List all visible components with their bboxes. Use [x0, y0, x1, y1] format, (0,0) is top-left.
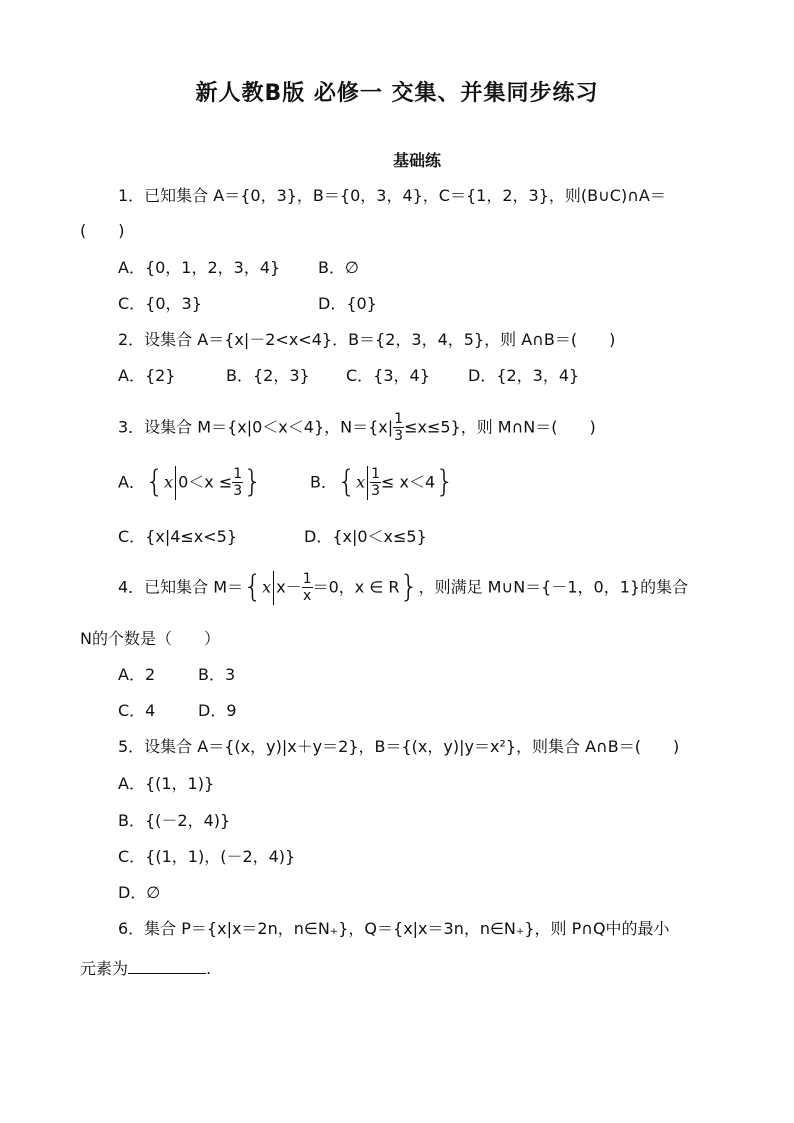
question-2-option-b: B．{2，3} — [226, 366, 310, 385]
set-condition: 0＜x ≤ — [178, 472, 233, 492]
question-1-option-d: D．{0} — [318, 294, 377, 313]
question-5-option-d: D．∅ — [118, 883, 161, 902]
fraction-denominator: 3 — [394, 428, 404, 444]
question-4-option-b: B．3 — [198, 665, 236, 684]
question-3-fraction — [393, 411, 404, 444]
question-4-option-a: A．2 — [118, 665, 156, 684]
question-3-option-b — [310, 462, 454, 503]
page-title: 新人教B版 必修一 交集、并集同步练习 — [195, 81, 599, 106]
fraction-denominator: x — [303, 588, 312, 604]
set-variable: x — [164, 472, 174, 492]
right-brace: } — [435, 464, 455, 500]
question-6-line2-post: . — [206, 959, 212, 978]
answer-blank[interactable] — [128, 957, 206, 974]
left-brace: { — [144, 464, 165, 500]
question-1-option-c: C．{0，3} — [118, 294, 202, 313]
fraction-denominator: 3 — [233, 483, 243, 499]
fraction-numerator: 1 — [371, 466, 381, 482]
question-4-fraction — [302, 571, 313, 604]
question-4-option-d: D．9 — [198, 701, 237, 720]
fraction-numerator: 1 — [394, 411, 404, 427]
option-a-fraction — [232, 466, 243, 499]
option-b-label: B． — [310, 472, 337, 492]
question-5-option-a: A．{(1，1)} — [118, 774, 215, 793]
left-brace: { — [336, 464, 357, 500]
question-1-stem: 1．已知集合 A＝{0，3}，B＝{0，3，4}，C＝{1，2，3}，则(B∪C)∩A＝ — [118, 186, 666, 205]
question-2-option-d: D．{2，3，4} — [468, 366, 580, 385]
set-expression: x－ — [276, 577, 302, 597]
question-2-option-c: C．{3，4} — [346, 366, 430, 385]
question-6-line2-pre: 元素为 — [80, 959, 129, 978]
question-3-option-d: D．{x|0＜x≤5} — [304, 527, 427, 546]
question-4-option-c: C．4 — [118, 701, 156, 720]
set-bar — [175, 466, 176, 500]
question-3-stem-pre: 3．设集合 M＝{x|0＜x＜4}，N＝{x| — [118, 417, 394, 437]
question-5-stem: 5．设集合 A＝{(x，y)|x＋y＝2}，B＝{(x，y)|y＝x²}，则集合 A∩B＝( ) — [118, 737, 680, 756]
question-3-stem-post: ≤x≤5}，则 M∩N＝( ) — [404, 417, 596, 437]
question-4-stem-pre: 4．已知集合 M＝ — [118, 577, 244, 597]
right-brace: } — [243, 464, 263, 500]
question-5-option-c: C．{(1，1)，(－2，4)} — [118, 847, 296, 866]
set-bar — [367, 466, 368, 500]
question-6-stem-line2 — [80, 957, 211, 979]
question-1-option-b: B．∅ — [318, 258, 359, 277]
question-3-stem — [118, 409, 596, 446]
right-brace: } — [399, 569, 419, 605]
set-variable: x — [356, 472, 366, 492]
option-a-label: A． — [118, 472, 145, 492]
question-4-stem — [118, 567, 688, 608]
question-1-answer-paren: ( ) — [80, 221, 125, 240]
question-4-stem-line2: N的个数是（ ） — [80, 629, 220, 648]
set-condition: ≤ x＜4 — [381, 472, 436, 492]
question-3-option-c: C．{x|4≤x<5} — [118, 527, 238, 546]
option-b-fraction — [370, 466, 381, 499]
fraction-numerator: 1 — [233, 466, 243, 482]
fraction-numerator: 1 — [302, 571, 312, 587]
question-3-option-a — [118, 462, 262, 503]
set-condition: ＝0，x ∈ R — [312, 577, 400, 597]
question-4-stem-post: ，则满足 M∪N＝{－1，0，1}的集合 — [418, 577, 689, 597]
question-5-option-b: B．{(－2，4)} — [118, 811, 231, 830]
set-bar — [273, 571, 274, 605]
set-variable: x — [262, 577, 272, 597]
question-6-stem: 6．集合 P＝{x|x＝2n，n∈N₊}，Q＝{x|x＝3n，n∈N₊}，则 P∩Q中的最小 — [118, 919, 670, 938]
question-2-stem: 2．设集合 A＝{x|－2<x<4}．B＝{2，3，4，5}，则 A∩B＝( ) — [118, 330, 616, 349]
fraction-denominator: 3 — [371, 483, 381, 499]
question-1-option-a: A．{0，1，2，3，4} — [118, 258, 281, 277]
question-2-option-a: A．{2} — [118, 366, 176, 385]
left-brace: { — [243, 569, 263, 605]
section-heading: 基础练 — [392, 151, 441, 170]
